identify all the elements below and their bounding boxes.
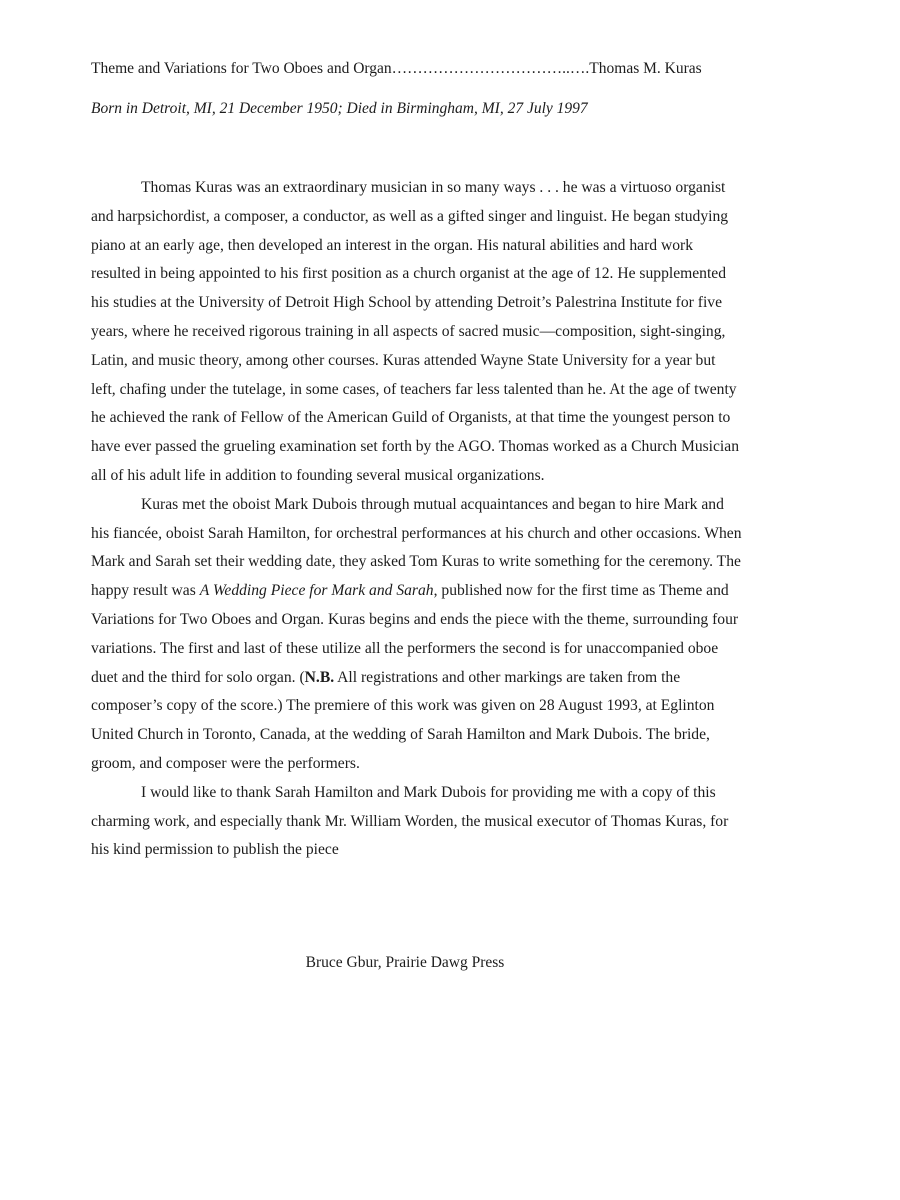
nb-note: N.B. bbox=[304, 668, 335, 686]
paragraph-text: All registrations and other markings are taken from the composer’s copy of the score.) The premiere of this work was given on 28 August 1993, at Eglinton United Church in Toronto, Canada, at the wedding of Sarah Hamilton and Mark Dubois. The bride, groom, and composer were the performers. bbox=[91, 668, 715, 772]
piece-title: Theme and Variations for Two Oboes and Organ bbox=[91, 60, 392, 77]
paragraph-text: , published now for the first time as Theme and Variations for Two Oboes and Organ. Kuras begins and ends the piece with the theme, surrounding four variations. The first and last of these utilize all the performers the second is for unaccompanied oboe duet and the third for solo organ. ( bbox=[91, 582, 739, 686]
paragraph-text: Kuras met the oboist Mark Dubois through mutual acquaintances and began to hire Mark and his fiancée, oboist Sarah Hamilton, for orchestral performances at his church and other occasions. When Mark and Sarah set their wedding date, they asked Tom Kuras to write something for the ceremony. The happy result was bbox=[91, 495, 742, 600]
dot-leader: ……………………………..…. bbox=[391, 60, 590, 77]
composer-name: Thomas M. Kuras bbox=[589, 60, 702, 77]
signature: Bruce Gbur, Prairie Dawg Press bbox=[305, 954, 505, 971]
original-title: A Wedding Piece for Mark and Sarah bbox=[199, 582, 434, 600]
paragraph-acknowledgements: I would like to thank Sarah Hamilton and Mark Dubois for providing me with a copy of this charming work, and especially thank Mr. William Worden, the musical executor of Thomas Kuras, for his kind permission to publish the piece bbox=[91, 783, 729, 859]
paragraph-biography: Thomas Kuras was an extraordinary musician in so many ways . . . he was a virtuoso organist and harpsichordist, a composer, a conductor, as well as a gifted singer and linguist. He began studying piano at an early age, then developed an interest in the organ. His natural abilities and hard work resulted in being appointed to his first position as a church organist at the age of 12. He supplemented his studies at the University of Detroit High School by attending Detroit’s Palestrina Institute for five years, where he received rigorous training in all aspects of sacred music—composition, sight-singing, Latin, and music theory, among other courses. Kuras attended Wayne State University for a year but left, chafing under the tutelage, in some cases, of teachers far less talented than he. At the age of twenty he achieved the rank of Fellow of the American Guild of Organists, at that time the youngest person to have ever passed the grueling examination set forth by the AGO. Thomas worked as a Church Musician all of his adult life in addition to founding several musical organizations. bbox=[91, 179, 739, 484]
title-line bbox=[91, 60, 751, 78]
paragraph-wedding-piece bbox=[91, 491, 743, 779]
composer-dates: Born in Detroit, MI, 21 December 1950; Died in Birmingham, MI, 27 July 1997 bbox=[91, 100, 588, 117]
program-notes bbox=[91, 174, 743, 865]
